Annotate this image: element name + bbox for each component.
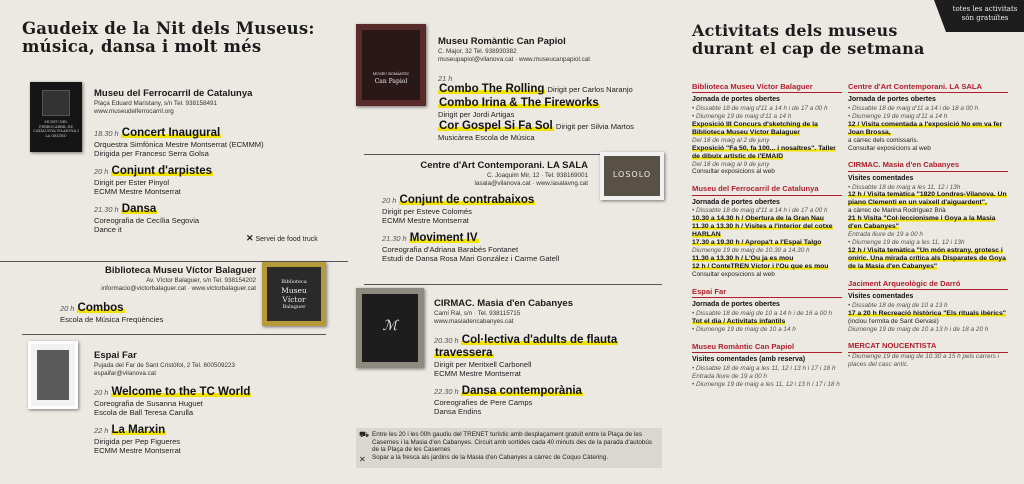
- activity-text: • Dissabte 18 de maig de 10 a 13 h: [848, 302, 948, 310]
- activity-text: Tot el dia / Activitats infantils: [692, 317, 786, 325]
- main-title: Gaudeix de la Nit dels Museus: música, dansa i molt més: [22, 19, 315, 56]
- event-title: Conjunt de contrabaixos: [399, 194, 535, 206]
- event-title: Dansa contemporània: [461, 384, 582, 397]
- activity-detail: [848, 318, 1008, 326]
- cutlery-icon: ✕: [359, 455, 366, 464]
- activity-item: [692, 145, 842, 161]
- activity-detail: [692, 161, 842, 169]
- weekend-venue-block: [848, 160, 1008, 270]
- activity-detail: [848, 231, 1008, 239]
- activity-detail: [848, 302, 1008, 310]
- activity-item: [848, 310, 1008, 318]
- event-title: Welcome to the TC World: [111, 386, 251, 398]
- activity-text: • Dissabte 18 de maig d'11 a 14 i de 18 a 00 h: [848, 105, 979, 113]
- train-photo: [42, 90, 70, 116]
- espai-far-photo: [37, 350, 69, 400]
- activity-item: [692, 215, 842, 223]
- activity-text: Consultar exposicions al web: [848, 144, 931, 152]
- activity-text: • Dissabte 18 de maig d'11 a 14 h i de 17 a 00 h: [692, 207, 828, 215]
- ferrocarril-venue: Museu del Ferrocarril de Catalunya Plaça Eduard Maristany, s/n Tel. 938158491 www.museudelferrocarril.org: [94, 88, 274, 116]
- sala-thumbnail: LOSOLO: [600, 152, 664, 200]
- activity-detail: [848, 239, 1008, 247]
- info-notes: ⛟ Entre les 20 i les 00h gaudiu del TRENET turístic amb desplaçament gratuït entre la Plaça de les Casernes i la Masia d'en Cabanyes. Circuit amb sortides cada 40 minuts des de la parada d'autobús de la Plaça de les Casernes ✕ Sopar a la fresca als jardins de la Masia d'en Cabanyes a càrrec de Coquo Càtering.: [356, 428, 662, 468]
- food-truck-note: ✕ Servei de food truck: [246, 233, 318, 243]
- activity-item: [848, 215, 1008, 231]
- activity-detail: [848, 105, 1008, 113]
- activity-text: • Diumenge 19 de maig a les 11, 12 i 13 h i 17 i 18 h: [692, 380, 840, 388]
- activity-text: • Diumenge 19 de maig de 10.30 a 15 h pels carrers i places del casc antic.: [848, 352, 1000, 368]
- weekend-venue-heading: MERCAT NOUCENTISTA: [848, 341, 1008, 352]
- activity-text: Diumenge 19 de maig de 10 a 13 h i de 18 a 20 h: [848, 325, 989, 333]
- weekend-title: Activitats dels museus durant el cap de setmana: [692, 21, 925, 58]
- sala-events: 20 h Conjunt de contrabaixos Dirigit per Esteve Colomés ECMM Mestre Montserrat 21.30 h Moviment IV Coreografia d'Adriana Barabés Fontanet Estudi de Dansa Rosa Mari González i Carme Gatell: [382, 194, 560, 264]
- activity-detail: [848, 113, 1008, 121]
- activity-detail: [692, 113, 842, 121]
- activity-text: 10.30 a 14.30 h / Obertura de la Gran Nau: [692, 215, 824, 223]
- activity-text: Jornada de portes obertes: [692, 96, 780, 104]
- activity-text: 12 h / Visita temàtica "Un món estrany, grotesc i oníric. Una mirada crítica als Disparates de Goya de la Masia d'en Cabanyes": [848, 246, 1006, 270]
- activity-detail: [692, 168, 842, 176]
- espai-far-thumbnail: [28, 341, 78, 409]
- activity-subheading: [848, 96, 1008, 105]
- activity-detail: [692, 326, 842, 334]
- event-title: Combo The Rolling: [439, 83, 545, 96]
- activity-text: Jornada de portes obertes: [692, 198, 780, 206]
- activity-subheading: [848, 175, 1008, 184]
- activity-item: [692, 255, 842, 263]
- espai-far-venue: Espai Far Pujada del Far de Sant Cristòfol, 2 Tel. 600509223 espaifar@vilanova.cat: [94, 350, 304, 378]
- activity-detail: [692, 247, 842, 255]
- activity-text: 12 h / ConteTREN Víctor i l'Ou que es mou: [692, 263, 829, 271]
- sala-venue: Centre d'Art Contemporani. LA SALA C. Joaquim Mir, 12 · Tel. 938169001 lasala@vilanova.cat · www.lasalavng.cat: [388, 160, 588, 188]
- activity-item: [692, 318, 842, 326]
- activity-item: [692, 121, 842, 137]
- activity-text: Entrada lliure de 19 a 00 h: [848, 231, 923, 239]
- papiol-venue: Museu Romàntic Can Papiol C. Major, 32 Tel. 938930382 museupapiol@vilanova.cat · www.museucanpapiol.cat: [438, 36, 658, 64]
- activity-text: 12 h / Visita temàtica "1820 Londres-Vilanova. Un piano Clementi en un vaixell d'aiguardent",: [848, 191, 1007, 207]
- cirmac-venue: CIRMAC. Masia d'en Cabanyes Camí Ral, s/n · Tel. 938115715 www.masiadencabanyes.cat: [434, 298, 654, 326]
- activity-detail: [848, 207, 1008, 215]
- activity-detail: [848, 326, 1008, 334]
- papiol-events: 21 h Combo The Rolling Dirigit per Carlos Naranjo Combo Irina & The Fireworks Dirigit per Jordi Artigas Cor Gospel Si Fa Sol Dirigit per Silvia Martos Musicàrea Escola de Música: [438, 74, 634, 142]
- weekend-venue-block: [848, 82, 1008, 152]
- papiol-thumbnail: MUSEU ROMÀNTIC Can Papiol: [356, 24, 426, 106]
- activity-text: 11.30 a 13.30 h / L'Ou ja es mou: [692, 255, 794, 263]
- divider: [364, 284, 662, 285]
- espai-far-events: 20 h Welcome to the TC World Coreografia de Susanna Huguet Escola de Ball Teresa Carulla 22 h La Marxin Dirigida per Pep Figueres ECMM Mestre Montserrat: [94, 386, 251, 456]
- weekend-venue-heading: Biblioteca Museu Víctor Balaguer: [692, 82, 842, 93]
- activity-text: • Dissabte 18 de maig de 10 a 14 h i de 16 a 00 h: [692, 310, 833, 318]
- activity-text: • Diumenge 19 de maig d'11 a 14 h: [692, 113, 792, 121]
- balaguer-events: 20 h Combos Escola de Música Freqüències: [60, 302, 164, 324]
- free-activities-badge: totes les activitats són gratuïtes: [946, 0, 1024, 32]
- ferrocarril-web-link[interactable]: www.museudelferrocarril.org: [94, 107, 174, 115]
- ferrocarril-events: 18.30 h Concert Inaugural Orquestra Simfònica Mestre Montserrat (ECMMM) Dirigida per Francesc Serra Golsa 20 h Conjunt d'arpistes Dirigit per Ester Pinyol ECMM Mestre Montserrat 21.30 h Dansa Coreografia de Cecília Segovia Dance it: [94, 127, 264, 235]
- event-title: La Marxin: [111, 423, 166, 436]
- balaguer-thumbnail: Biblioteca Museu Víctor Balaguer: [262, 262, 326, 326]
- activity-detail: [848, 353, 1008, 369]
- activity-text: 17.30 a 19.30 h / Apropa't a l'Espai Talgo: [692, 239, 822, 247]
- activity-text: • Diumenge 19 de maig de 10 a 14 h: [692, 325, 796, 333]
- activity-text: Visites comentades: [848, 293, 914, 301]
- event-title: Combo Irina & The Fireworks: [439, 97, 599, 110]
- activity-item: [692, 263, 842, 271]
- weekend-venue-heading: Jaciment Arqueològic de Darró: [848, 279, 1008, 290]
- activity-subheading: [692, 356, 842, 365]
- activity-text: Del 18 de maig al 9 de juny: [692, 160, 770, 168]
- weekend-venue-heading: Espai Far: [692, 287, 842, 298]
- activity-text: Visites comentades: [848, 174, 914, 182]
- activity-text: Jornada de portes obertes: [692, 301, 780, 309]
- espai-far-email-link[interactable]: espaifar@vilanova.cat: [94, 369, 157, 377]
- event-title: Col·lectiva d'adults de flauta: [461, 334, 618, 346]
- activity-text: 11.30 a 13.30 h / Visites a l'interior del cotxe HARLAN: [692, 223, 833, 239]
- activity-detail: [692, 207, 842, 215]
- weekend-column-b: [848, 82, 1008, 377]
- activity-detail: [848, 145, 1008, 153]
- activity-item: [692, 223, 842, 239]
- event-title: Cor Gospel Si Fa Sol: [439, 119, 553, 132]
- activity-detail: [848, 184, 1008, 192]
- weekend-venue-heading: Centre d'Art Contemporani. LA SALA: [848, 82, 1008, 93]
- activity-detail: [692, 381, 842, 389]
- weekend-venue-heading: Museu Romàntic Can Papiol: [692, 342, 842, 353]
- activity-detail: [692, 105, 842, 113]
- weekend-venue-block: [692, 342, 842, 389]
- activity-item: [848, 121, 1008, 137]
- activity-text: Exposició III Concurs d'sketching de la Biblioteca Museu Víctor Balaguer: [692, 120, 818, 136]
- weekend-venue-block: [692, 82, 842, 176]
- activity-text: • Diumenge 19 de maig d'11 a 14 h: [848, 113, 948, 121]
- activity-subheading: [692, 301, 842, 310]
- activity-subheading: [848, 293, 1008, 302]
- activity-subheading: [692, 96, 842, 105]
- activity-text: Consultar exposicions al web: [692, 168, 775, 176]
- cirmac-web-link[interactable]: www.masiadencabanyes.cat: [434, 317, 514, 325]
- activity-text: Diumenge 19 de maig de 10.30 a 14.30 h: [692, 247, 810, 255]
- activity-text: 17 a 20 h Recreació històrica "Els rituals ibèrics": [848, 309, 1006, 317]
- divider: [22, 334, 326, 335]
- weekend-venue-block: [692, 287, 842, 334]
- event-title: Concert Inaugural: [121, 127, 221, 139]
- activity-detail: [848, 137, 1008, 145]
- event-title: Conjunt d'arpistes: [111, 164, 213, 177]
- activity-text: a càrrec de Marina Rodríguez Brià: [848, 207, 946, 215]
- weekend-venue-block: [848, 341, 1008, 368]
- event-title: Moviment IV: [409, 231, 478, 244]
- sala-web-link[interactable]: lasala@vilanova.cat · www.lasalavng.cat: [474, 179, 588, 187]
- cutlery-icon: ✕: [246, 233, 254, 243]
- activity-item: [848, 191, 1008, 207]
- activity-detail: [692, 137, 842, 145]
- event-title: travessera: [435, 347, 493, 359]
- activity-text: Exposició "Fa 50, fa 100... i nosaltres". Taller de dibuix artístic de l'EMAID: [692, 144, 836, 160]
- papiol-web-link[interactable]: museupapiol@vilanova.cat · www.museucanpapiol.cat: [438, 55, 590, 63]
- activity-text: 21 h Visita "Col·leccionisme i Goya a la Masia d'en Cabanyes": [848, 215, 996, 231]
- activity-detail: [692, 310, 842, 318]
- balaguer-venue: Biblioteca Museu Víctor Balaguer Av. Víctor Balaguer, s/n Tel. 938154202 informacio@victorbalaguer.cat · www.victorbalaguer.cat: [80, 265, 256, 293]
- activity-item: [692, 239, 842, 247]
- activity-subheading: [692, 199, 842, 208]
- activity-text: Jornada de portes obertes: [848, 96, 936, 104]
- activity-text: • Dissabte 18 de maig a les 11, 12 i 13h: [848, 183, 961, 191]
- activity-text: Visites comentades (amb reserva): [692, 356, 806, 364]
- cirmac-thumbnail: ℳ: [356, 288, 424, 368]
- cirmac-events: 20.30 h Col·lectiva d'adults de flauta travessera Dirigit per Meritxell Carbonell ECMM Mestre Montserrat 22.30 h Dansa contemporània Coreografies de Pere Camps Dansa Endins: [434, 334, 618, 417]
- activity-text: (inclou l'ermita de Sant Gervasi): [848, 317, 939, 325]
- weekend-venue-heading: CIRMAC. Masia d'en Cabanyes: [848, 160, 1008, 171]
- activity-text: Del 18 de maig al 2 de juny: [692, 136, 770, 144]
- weekend-column-a: [692, 82, 842, 396]
- activity-text: • Dissabte 18 de maig d'11 a 14 h i de 17 a 00 h: [692, 105, 828, 113]
- ferrocarril-thumbnail: MUSEU DEL FERROCARRIL DE CATALUNYA VILANOVA I LA GELTRÚ: [30, 82, 82, 152]
- activity-item: [848, 247, 1008, 271]
- train-icon: ⛟: [359, 430, 370, 439]
- activity-text: • Diumenge 19 de maig a les 11, 12 i 13h: [848, 239, 965, 247]
- event-title: Combos: [77, 302, 124, 314]
- event-title: Dansa: [121, 202, 157, 215]
- activity-text: • Dissabte 18 de maig a les 11, 12 i 13 h i 17 i 18 h Entrada lliure de 19 a 00 h: [692, 364, 836, 380]
- activity-text: Consultar exposicions al web: [692, 271, 775, 279]
- weekend-venue-block: [848, 279, 1008, 334]
- weekend-venue-block: [692, 184, 842, 279]
- activity-text: 12 / Visita comentada a l'exposició No em va fer Joan Brossa,: [848, 120, 1003, 136]
- weekend-venue-heading: Museu del Ferrocarril de Catalunya: [692, 184, 842, 195]
- balaguer-web-link[interactable]: informacio@victorbalaguer.cat · www.victorbalaguer.cat: [101, 284, 256, 292]
- activity-text: a càrrec dels comissaris.: [848, 136, 919, 144]
- activity-detail: [692, 365, 842, 381]
- activity-detail: [692, 271, 842, 279]
